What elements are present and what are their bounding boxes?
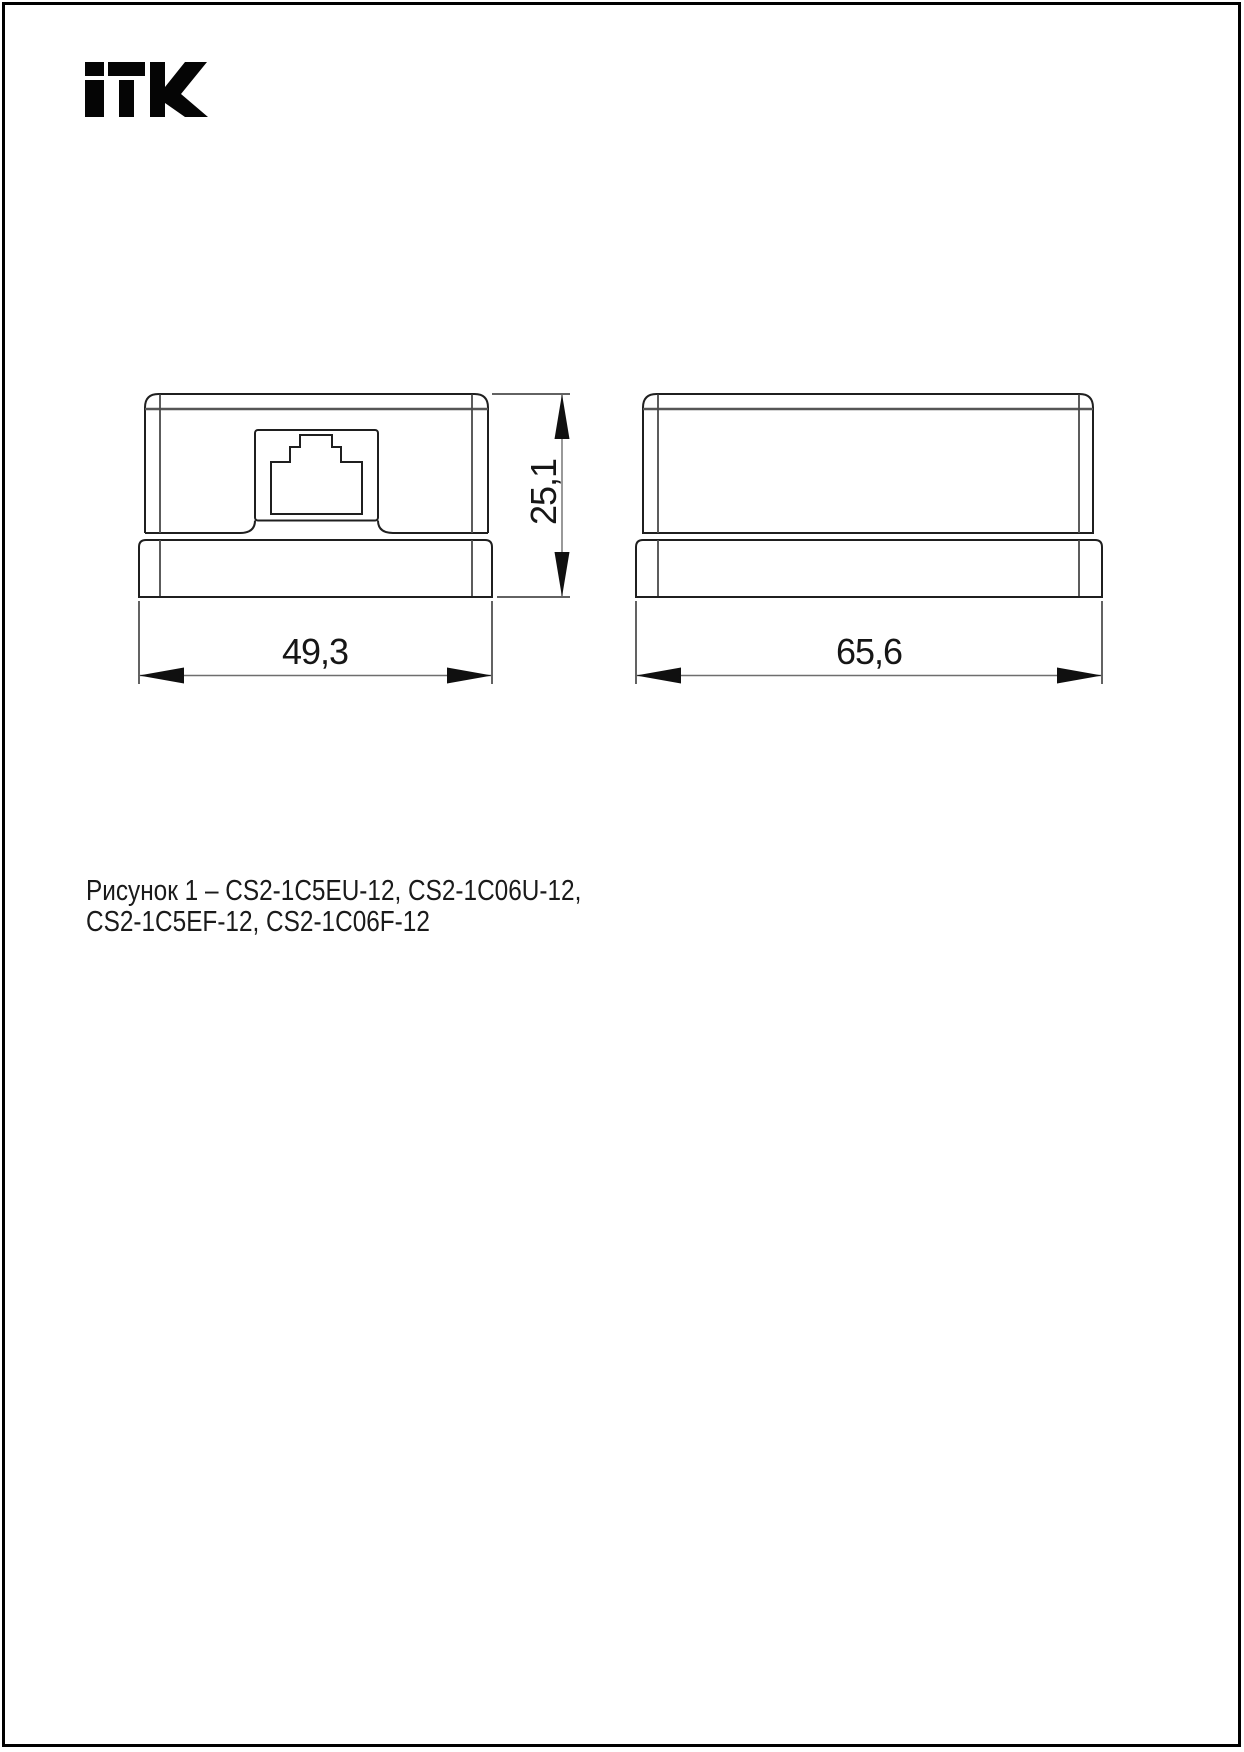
front-height-dimension: [492, 394, 570, 597]
side-view-body: [643, 394, 1093, 533]
front-height-value: 25,1: [523, 458, 564, 526]
figure-caption-line1: Рисунок 1 – CS2-1C5EU-12, CS2-1C06U-12,: [86, 875, 582, 907]
figure-caption-line2: CS2-1C5EF-12, CS2-1C06F-12: [86, 906, 430, 938]
arrowhead-right: [447, 668, 492, 684]
front-view: [139, 394, 492, 597]
front-view-body: [145, 394, 488, 533]
side-width-dimension: [636, 601, 1102, 684]
rj45-bezel: [255, 430, 378, 521]
side-view-flange: [636, 540, 1102, 597]
front-view-bottom-edge: [145, 521, 488, 534]
arrowhead-right: [1057, 668, 1102, 684]
technical-drawing: [0, 0, 1244, 760]
figure-caption: [86, 876, 581, 938]
arrowhead-left: [139, 668, 184, 684]
front-width-dimension: [139, 601, 492, 684]
arrowhead-bottom: [555, 552, 570, 597]
rj45-jack-silhouette: [271, 435, 362, 514]
side-view: [636, 394, 1102, 597]
arrowhead-top: [555, 394, 570, 439]
front-width-value: 49,3: [281, 631, 349, 672]
arrowhead-left: [636, 668, 681, 684]
front-view-flange: [139, 540, 492, 597]
side-width-value: 65,6: [835, 631, 903, 672]
